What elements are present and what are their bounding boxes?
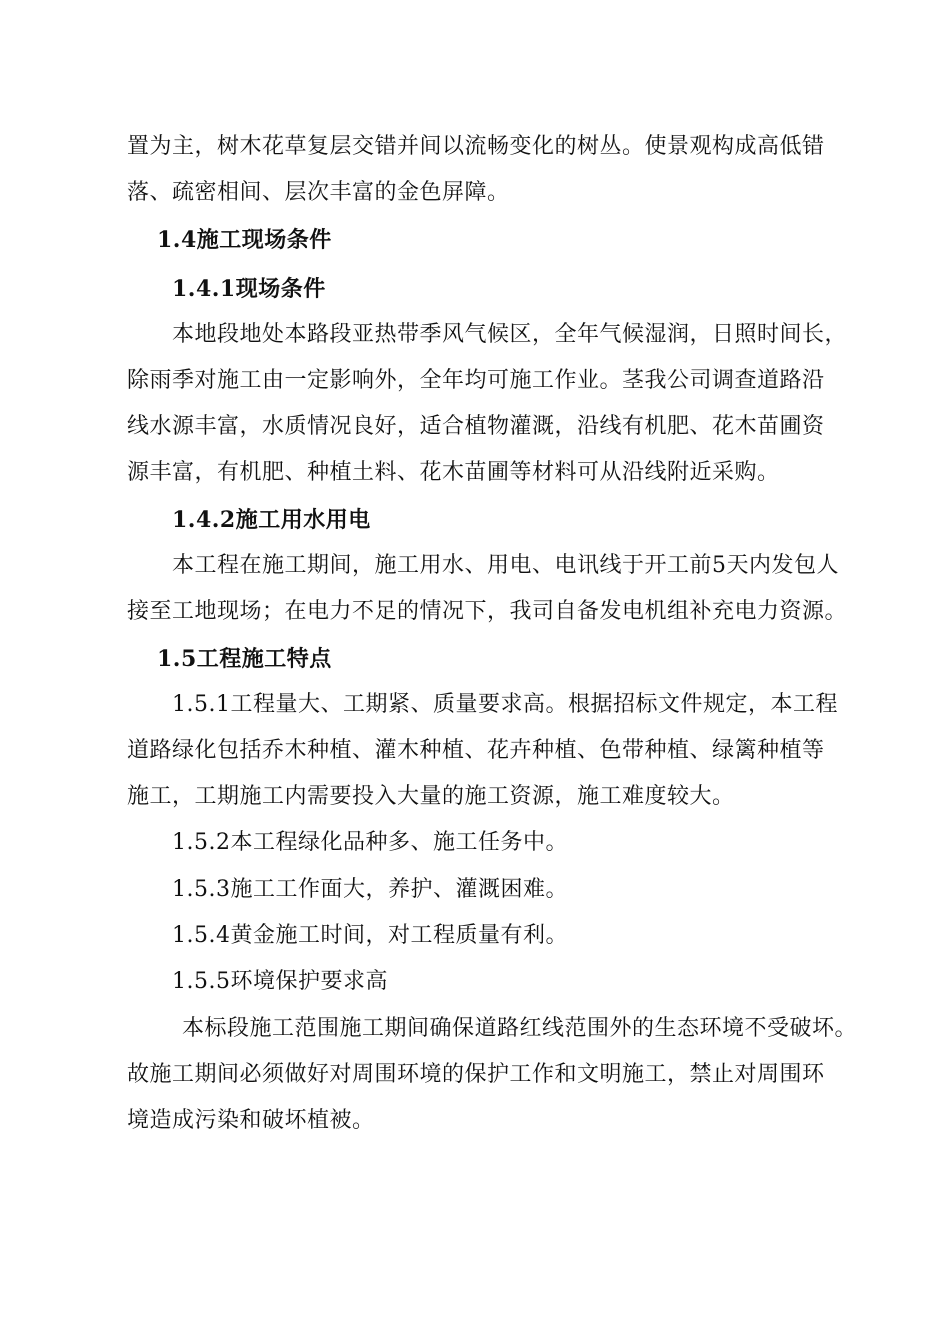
paragraph-1-5-4 bbox=[127, 913, 842, 959]
text-line: 落、疏密相间、层次丰富的金色屏障。 bbox=[127, 180, 510, 205]
text-line: 道路绿化包括乔木种植、灌木种植、花卉种植、色带种植、绿篱种植等 bbox=[127, 738, 825, 763]
text-line: 线水源丰富，水质情况良好，适合植物灌溉，沿线有机肥、花木苗圃资 bbox=[127, 414, 825, 439]
subsection-heading-1-4-2 bbox=[172, 497, 887, 543]
text-line: 1.5.5环境保护要求高 bbox=[172, 969, 388, 994]
text-line: 1.5.3施工工作面大，养护、灌溉困难。 bbox=[172, 877, 568, 902]
paragraph-1-5-5 bbox=[127, 959, 842, 1005]
paragraph-1-5-3 bbox=[127, 867, 842, 913]
text-line: 本地段地处本路段亚热带季风气候区，全年气候湿润，日照时间长， bbox=[172, 322, 848, 347]
text-line: 施工，工期施工内需要投入大量的施工资源，施工难度较大。 bbox=[127, 784, 735, 809]
paragraph-water-power bbox=[127, 543, 848, 635]
text-line: 本标段施工范围施工期间确保道路红线范围外的生态环境不受破坏。 bbox=[182, 1016, 858, 1041]
text-line: 接至工地现场；在电力不足的情况下，我司自备发电机组补充电力资源。 bbox=[127, 599, 848, 624]
text-line: 除雨季对施工由一定影响外，全年均可施工作业。茎我公司调查道路沿 bbox=[127, 368, 825, 393]
text-line: 故施工期间必须做好对周围环境的保护工作和文明施工，禁止对周围环 bbox=[127, 1062, 825, 1087]
section-heading-1-4 bbox=[157, 217, 872, 263]
text-line: 源丰富，有机肥、种植土料、花木苗圃等材料可从沿线附近采购。 bbox=[127, 460, 780, 485]
subsection-heading-1-4-1 bbox=[172, 266, 887, 312]
text-line: 置为主，树木花草复层交错并间以流畅变化的树丛。使景观构成高低错 bbox=[127, 134, 825, 159]
text-line: 1.5.4黄金施工时间，对工程质量有利。 bbox=[172, 923, 568, 948]
heading-text: 1.4施工现场条件 bbox=[157, 227, 332, 253]
paragraph-environment bbox=[127, 1006, 858, 1144]
heading-text: 1.4.2施工用水用电 bbox=[172, 507, 371, 533]
section-heading-1-5 bbox=[157, 636, 872, 682]
paragraph-intro-continuation bbox=[127, 124, 842, 216]
heading-text: 1.5工程施工特点 bbox=[157, 646, 332, 672]
paragraph-1-5-1 bbox=[127, 682, 842, 820]
heading-text: 1.4.1现场条件 bbox=[172, 276, 326, 302]
paragraph-site-conditions bbox=[127, 312, 848, 496]
paragraph-1-5-2 bbox=[127, 820, 842, 866]
text-line: 境造成污染和破坏植被。 bbox=[127, 1108, 375, 1133]
text-line: 1.5.2本工程绿化品种多、施工任务中。 bbox=[172, 830, 568, 855]
text-line: 本工程在施工期间，施工用水、用电、电讯线于开工前5天内发包人 bbox=[172, 553, 839, 578]
text-line: 1.5.1工程量大、工期紧、质量要求高。根据招标文件规定，本工程 bbox=[172, 692, 838, 717]
